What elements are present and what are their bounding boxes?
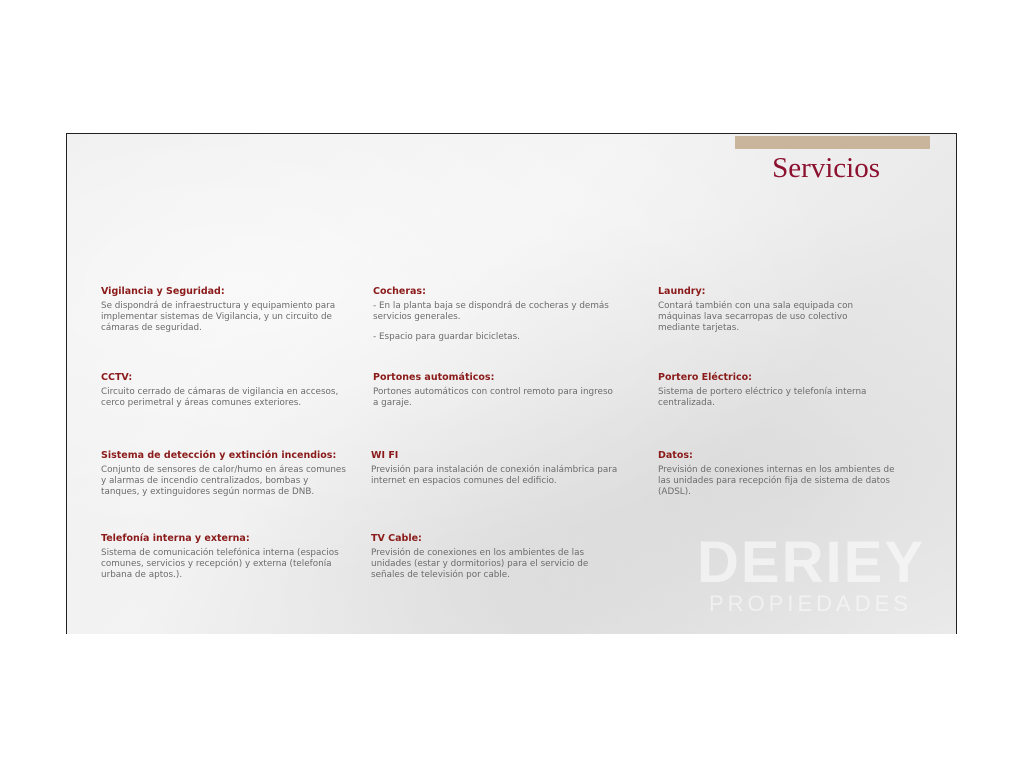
watermark-main: DERIEY [697,530,925,595]
watermark-logo [687,529,937,629]
service-laundry [658,286,883,334]
service-text: - Espacio para guardar bicicletas. [373,332,520,342]
service-text: Sistema de portero eléctrico y telefonía interna centralizada. [658,387,867,408]
title-accent-bar [735,136,930,149]
service-vigilancia [101,286,351,334]
service-text: Sistema de comunicación telefónica interna (espacios comunes, servicios y recepción) y externa (telefonía urbana de aptos.). [101,548,339,580]
service-text: Portones automáticos con control remoto para ingreso a garaje. [373,387,613,408]
slide [66,133,957,634]
service-datos [658,450,898,498]
service-portones [373,372,613,409]
service-text: Previsión para instalación de conexión inalámbrica para internet en espacios comunes del edificio. [371,465,618,486]
service-text: Circuito cerrado de cámaras de vigilancia en accesos, cerco perimetral y áreas comunes exteriores. [101,387,339,408]
service-heading: Vigilancia y Seguridad: [101,286,225,297]
service-text: Previsión de conexiones en los ambientes de las unidades (estar y dormitorios) para el servicio de señales de televisión por cable. [371,548,589,580]
service-heading: TV Cable: [371,533,422,544]
service-text: Se dispondrá de infraestructura y equipamiento para implementar sistemas de Vigilancia, y un circuito de cámaras de seguridad. [101,301,336,333]
page-title: Servicios [772,152,880,184]
service-heading: Portones automáticos: [373,372,495,383]
service-heading: CCTV: [101,372,133,383]
service-heading: Cocheras: [373,286,426,297]
service-text: Conjunto de sensores de calor/humo en áreas comunes y alarmas de incendio centralizados, bombas y tanques, y extinguidores según normas de DNB. [101,465,346,497]
service-telefonia [101,533,356,581]
service-heading: WI FI [371,450,399,461]
service-text: - En la planta baja se dispondrá de cocheras y demás servicios generales. [373,301,609,322]
service-incendios [101,450,346,498]
watermark-sub: PROPIEDADES [709,591,912,616]
service-text: Previsión de conexiones internas en los ambientes de las unidades para recepción fija de sistema de datos (ADSL). [658,465,895,497]
service-heading: Datos: [658,450,693,461]
service-cctv [101,372,356,409]
service-portero [658,372,883,409]
service-heading: Portero Eléctrico: [658,372,752,383]
service-text: Contará también con una sala equipada con máquinas lava secarropas de uso colectivo mediante tarjetas. [658,301,854,333]
service-wifi [371,450,636,487]
service-heading: Sistema de detección y extinción incendios: [101,450,337,461]
service-heading: Telefonía interna y externa: [101,533,250,544]
service-heading: Laundry: [658,286,706,297]
service-cocheras [373,286,623,343]
service-tvcable [371,533,606,581]
